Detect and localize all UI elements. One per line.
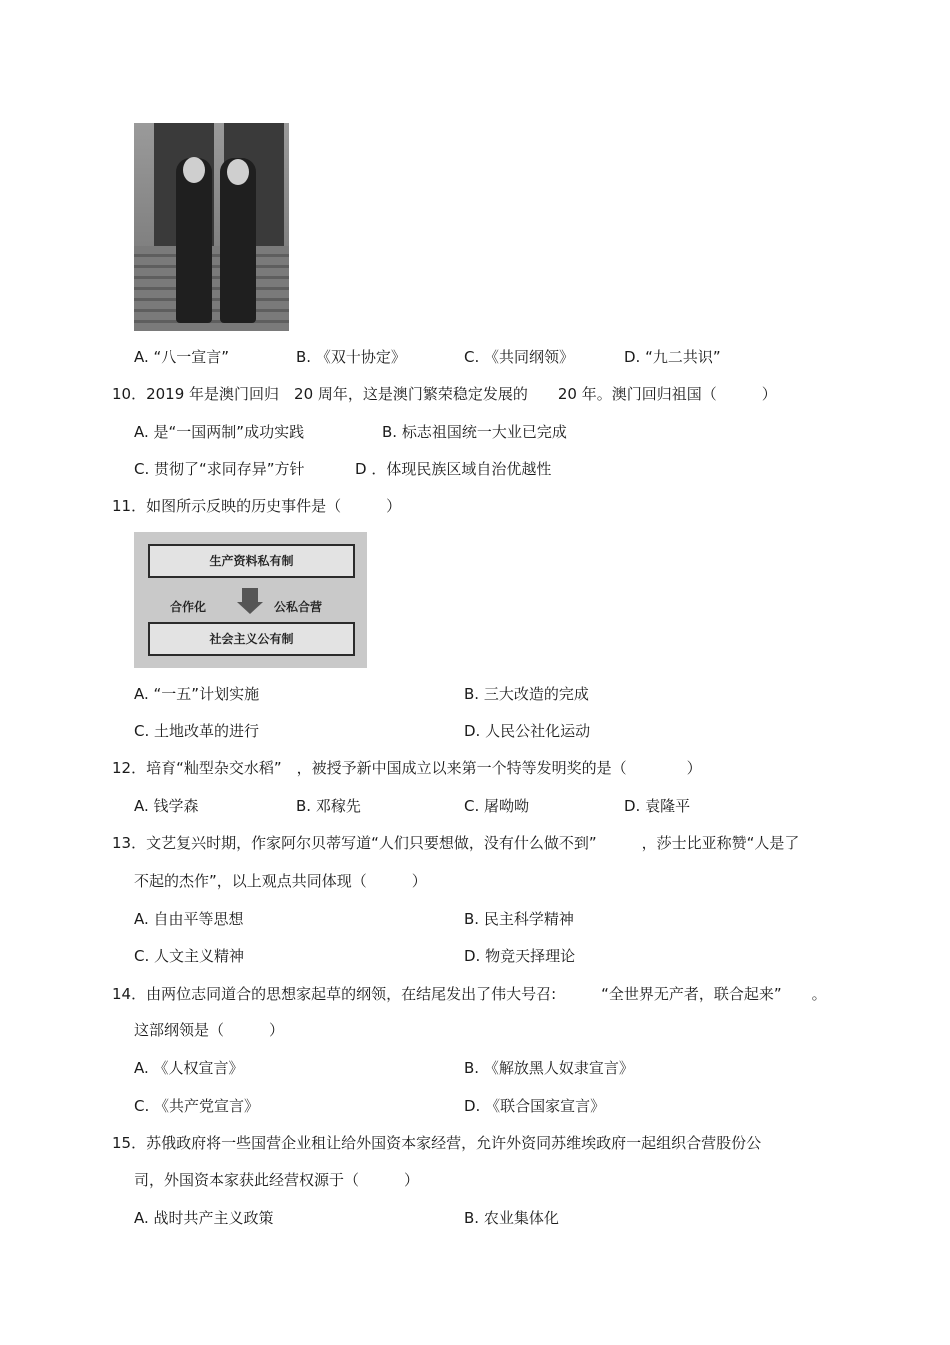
q11-option-d[interactable]: D. 人民公社化运动 <box>464 722 591 740</box>
down-arrow-head-icon <box>237 602 263 614</box>
q9-option-a[interactable]: A. “八一宣言” <box>134 348 230 366</box>
q13-stem-line1: 13．文艺复兴时期，作家阿尔贝蒂写道“人们只要想做，没有什么做不到” ，莎士比亚称赞“人是了 <box>112 834 800 852</box>
q10-option-d[interactable]: D ．体现民族区域自治优越性 <box>355 460 552 478</box>
q10-stem: 10．2019 年是澳门回归 20 周年，这是澳门繁荣稳定发展的 20 年。澳门回归祖国（ ） <box>112 385 777 403</box>
q9-option-b[interactable]: B. 《双十协定》 <box>296 348 406 366</box>
q14-stem-line1: 14．由两位志同道合的思想家起草的纲领，在结尾发出了伟大号召: “全世界无产者，联合起来” 。 <box>112 985 827 1003</box>
q15-stem-line2: 司，外国资本家获此经营权源于（ ） <box>134 1171 420 1189</box>
q9-option-c[interactable]: C. 《共同纲领》 <box>464 348 575 366</box>
q11-option-b[interactable]: B. 三大改造的完成 <box>464 685 589 703</box>
q13-option-d[interactable]: D. 物竞天择理论 <box>464 947 576 965</box>
q15-option-b[interactable]: B. 农业集体化 <box>464 1209 559 1227</box>
q15-option-a[interactable]: A. 战时共产主义政策 <box>134 1209 274 1227</box>
diagram-top-box: 生产资料私有制 <box>148 544 355 578</box>
q14-option-c[interactable]: C. 《共产党宣言》 <box>134 1097 260 1115</box>
q10-option-b[interactable]: B. 标志祖国统一大业已完成 <box>382 423 567 441</box>
q14-stem-line2: 这部纲领是（ ） <box>134 1021 285 1039</box>
diagram-right-label: 公私合营 <box>274 600 323 614</box>
historical-photo <box>134 123 289 331</box>
ownership-diagram <box>134 532 367 668</box>
q12-option-b[interactable]: B. 邓稼先 <box>296 797 361 815</box>
q11-option-a[interactable]: A. “一五”计划实施 <box>134 685 260 703</box>
q13-option-a[interactable]: A. 自由平等思想 <box>134 910 244 928</box>
q15-stem-line1: 15．苏俄政府将一些国营企业租让给外国资本家经营，允许外资同苏维埃政府一起组织合营股份公 <box>112 1134 762 1152</box>
q14-option-d[interactable]: D. 《联合国家宣言》 <box>464 1097 606 1115</box>
q12-option-a[interactable]: A. 钱学森 <box>134 797 199 815</box>
q12-option-d[interactable]: D. 袁隆平 <box>624 797 691 815</box>
q14-option-a[interactable]: A. 《人权宣言》 <box>134 1059 244 1077</box>
q11-stem: 11．如图所示反映的历史事件是（ ） <box>112 497 402 515</box>
q12-stem: 12．培育“籼型杂交水稻” ，被授予新中国成立以来第一个特等发明奖的是（ ） <box>112 759 702 777</box>
q11-option-c[interactable]: C. 土地改革的进行 <box>134 722 260 740</box>
q10-option-a[interactable]: A. 是“一国两制”成功实践 <box>134 423 305 441</box>
q12-option-c[interactable]: C. 屠呦呦 <box>464 797 530 815</box>
q13-option-b[interactable]: B. 民主科学精神 <box>464 910 574 928</box>
q13-stem-line2: 不起的杰作”，以上观点共同体现（ ） <box>134 872 427 890</box>
diagram-bottom-box: 社会主义公有制 <box>148 622 355 656</box>
q13-option-c[interactable]: C. 人文主义精神 <box>134 947 245 965</box>
q9-option-d[interactable]: D. “九二共识” <box>624 348 721 366</box>
q10-option-c[interactable]: C. 贯彻了“求同存异”方针 <box>134 460 305 478</box>
down-arrow-icon <box>242 588 258 602</box>
diagram-left-label: 合作化 <box>170 600 207 614</box>
q14-option-b[interactable]: B. 《解放黑人奴隶宣言》 <box>464 1059 634 1077</box>
